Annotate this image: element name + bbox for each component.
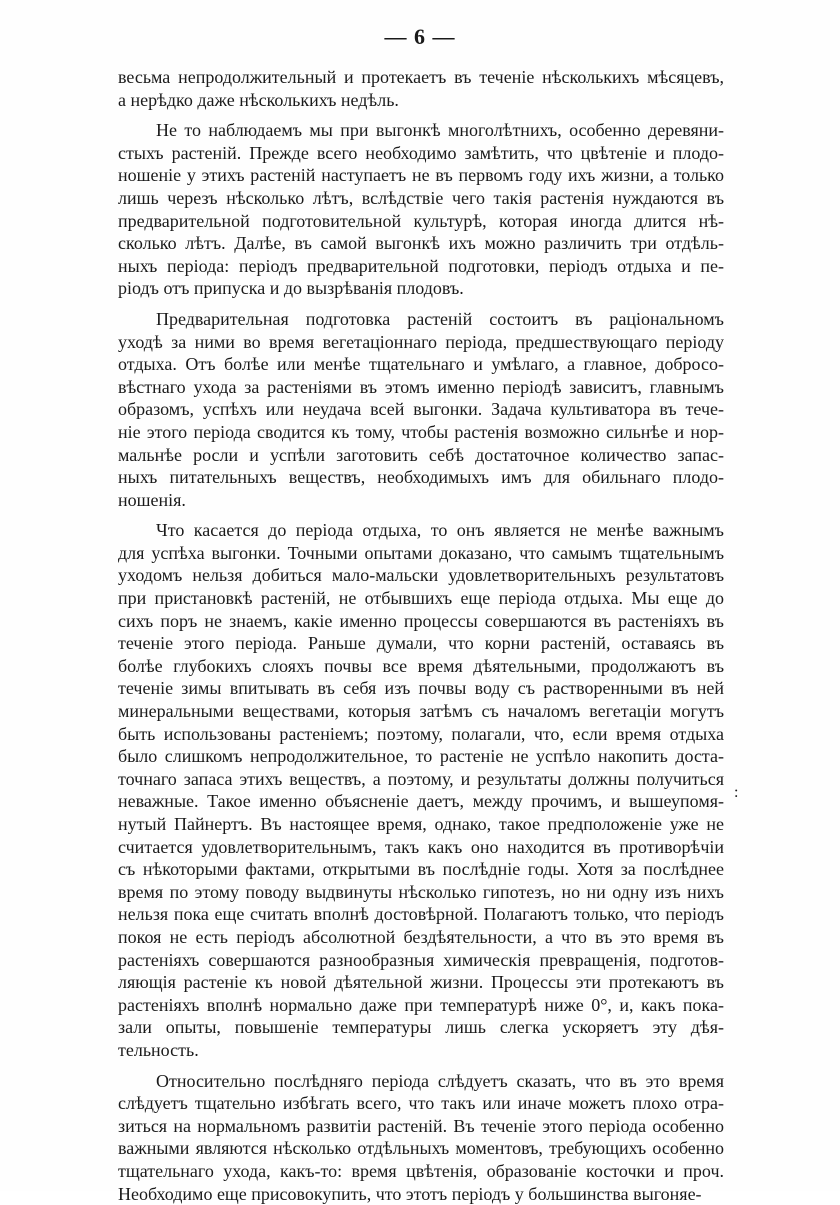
text-line: ніе этого періода сводится къ тому, чтобы растенія возможно сильнѣе и нор-	[118, 421, 724, 444]
paragraph	[118, 119, 724, 300]
text-line: ляющія растеніе къ новой дѣятельной жизни. Процессы эти протекаютъ въ	[118, 971, 724, 994]
text-line: для успѣха выгонки. Точными опытами доказано, что самымъ тщательнымъ	[118, 542, 724, 565]
text-line: при пристановкѣ растеній, не отбывшихъ еще періода отдыха. Мы еще до	[118, 587, 724, 610]
text-line: ношеніе у этихъ растеній наступаетъ не въ первомъ году ихъ жизни, а только	[118, 164, 724, 187]
paragraph	[118, 308, 724, 511]
text-line: уходѣ за ними во время вегетаціоннаго періода, предшествующаго періоду	[118, 331, 724, 354]
text-line: нутый Пайнертъ. Въ настоящее время, однако, такое предположеніе уже не	[118, 813, 724, 836]
text-line: быть использованы растеніемъ; поэтому, полагали, что, если время отдыха	[118, 723, 724, 746]
text-line: а нерѣдко даже нѣсколькихъ недѣль.	[118, 89, 724, 112]
text-line: теченіе зимы впитывать въ себя изъ почвы воду съ растворенными въ ней	[118, 677, 724, 700]
paragraph	[118, 66, 724, 111]
text-line: растеніяхъ вполнѣ нормально даже при температурѣ ниже 0°, и, какъ пока-	[118, 994, 724, 1017]
text-line: считается удовлетворительнымъ, такъ какъ оно находится въ противорѣчіи	[118, 836, 724, 859]
text-line: неважные. Такое именно объясненіе даетъ, между прочимъ, и вышеупомя-	[118, 790, 724, 813]
paragraph-gap	[118, 300, 724, 308]
text-line: было слишкомъ непродолжительное, то растеніе не успѣло накопить доста-	[118, 745, 724, 768]
text-line: Что касается до періода отдыха, то онъ является не менѣе важнымъ	[118, 519, 724, 542]
text-line: зиться на нормальномъ развитіи растеній. Въ теченіе этого періода особенно	[118, 1115, 724, 1138]
text-line: съ нѣкоторыми фактами, открытыми въ послѣдніе годы. Хотя за послѣднее	[118, 858, 724, 881]
text-line: Относительно послѣдняго періода слѣдуетъ сказать, что въ это время	[118, 1070, 724, 1093]
text-line: уходомъ нельзя добиться мало-мальски удовлетворительныхъ результатовъ	[118, 564, 724, 587]
text-line: тельность.	[118, 1039, 724, 1062]
body-text	[118, 66, 724, 1205]
text-line: растеніяхъ совершаются разнообразныя химическія превращенія, подготов-	[118, 949, 724, 972]
text-line: ношенія.	[118, 489, 724, 512]
text-line: ріодъ отъ припуска и до вызрѣванія плодовъ.	[118, 277, 724, 300]
paragraph-gap	[118, 511, 724, 519]
text-line: болѣе глубокихъ слояхъ почвы все время дѣятельными, продолжаютъ въ	[118, 655, 724, 678]
text-line: весьма непродолжительный и протекаетъ въ теченіе нѣсколькихъ мѣсяцевъ,	[118, 66, 724, 89]
text-line: Необходимо еще присовокупить, что этотъ періодъ у большинства выгоняе-	[118, 1183, 724, 1205]
text-line: образомъ, успѣхъ или неудача всей выгонки. Задача культиватора въ тече-	[118, 398, 724, 421]
text-line: Предварительная подготовка растеній состоитъ въ раціональномъ	[118, 308, 724, 331]
text-line: отдыха. Отъ болѣе или менѣе тщательнаго и умѣлаго, а главное, добросо-	[118, 353, 724, 376]
page-number: — 6 —	[0, 24, 840, 50]
text-line: нельзя пока еще считать вполнѣ достовѣрной. Полагаютъ только, что періодъ	[118, 903, 724, 926]
text-line: сколько лѣтъ. Далѣе, въ самой выгонкѣ ихъ можно различить три отдѣль-	[118, 232, 724, 255]
text-line: слѣдуетъ тщательно избѣгать всего, что такъ или иначе можетъ плохо отра-	[118, 1092, 724, 1115]
text-line: зали опыты, повышеніе температуры лишь слегка ускоряетъ эту дѣя-	[118, 1016, 724, 1039]
margin-mark: :	[734, 784, 738, 802]
text-line: тщательнаго ухода, какъ-то: время цвѣтенія, образованіе косточки и проч.	[118, 1160, 724, 1183]
paragraph-gap	[118, 111, 724, 119]
text-line: точнаго запаса этихъ веществъ, а поэтому, и результаты должны получиться	[118, 768, 724, 791]
text-line: стыхъ растеній. Прежде всего необходимо замѣтить, что цвѣтеніе и плодо-	[118, 142, 724, 165]
paragraph-gap	[118, 1062, 724, 1070]
text-line: теченіе этого періода. Раньше думали, что корни растеній, оставаясь въ	[118, 632, 724, 655]
text-line: мальнѣе росли и успѣли заготовить себѣ достаточное количество запас-	[118, 444, 724, 467]
paragraph	[118, 1070, 724, 1205]
text-line: предварительной подготовительной культурѣ, которая иногда длится нѣ-	[118, 210, 724, 233]
text-line: вѣстнаго ухода за растеніями въ этомъ именно періодѣ зависитъ, главнымъ	[118, 376, 724, 399]
text-line: сихъ поръ не знаемъ, какіе именно процессы совершаются въ растеніяхъ въ	[118, 610, 724, 633]
text-line: минеральными веществами, которыя затѣмъ съ началомъ вегетаціи могутъ	[118, 700, 724, 723]
text-line: время по этому поводу выдвинуты нѣсколько гипотезъ, но ни одну изъ нихъ	[118, 881, 724, 904]
paragraph	[118, 519, 724, 1061]
text-line: ныхъ питательныхъ веществъ, необходимыхъ имъ для обильнаго плодо-	[118, 466, 724, 489]
text-line: ныхъ періода: періодъ предварительной подготовки, періодъ отдыха и пе-	[118, 255, 724, 278]
text-line: Не то наблюдаемъ мы при выгонкѣ многолѣтнихъ, особенно деревяни-	[118, 119, 724, 142]
text-line: покоя не есть періодъ абсолютной бездѣятельности, а что въ это время въ	[118, 926, 724, 949]
text-line: лишь черезъ нѣсколько лѣтъ, вслѣдствіе чего такія растенія нуждаются въ	[118, 187, 724, 210]
text-line: важными являются нѣсколько отдѣльныхъ моментовъ, требующихъ особенно	[118, 1137, 724, 1160]
